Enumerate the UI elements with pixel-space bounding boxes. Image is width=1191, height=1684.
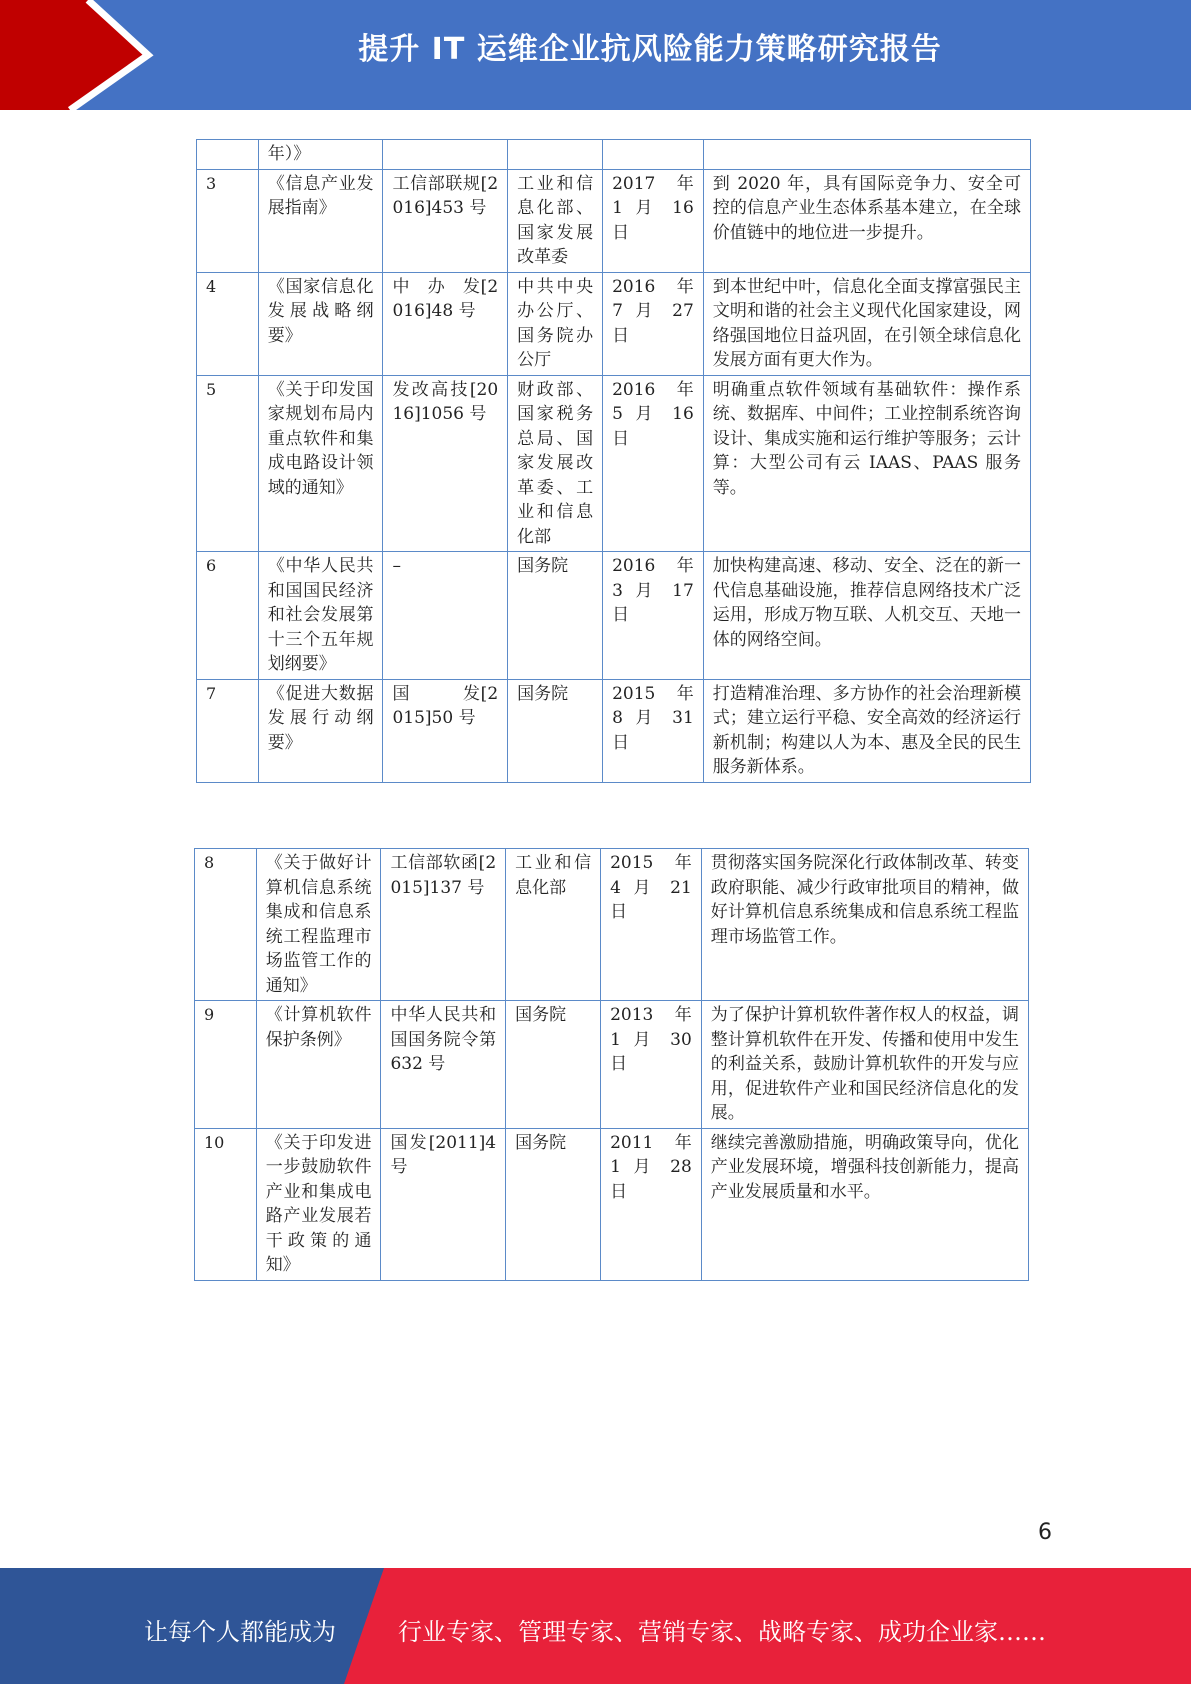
issuing-body: 国务院: [508, 552, 603, 680]
document-number: 中 办 发[2016]48 号: [383, 272, 508, 375]
table-cell: [383, 140, 508, 170]
policy-name: 《信息产业发展指南》: [258, 169, 383, 272]
row-number: 7: [197, 679, 259, 782]
policy-name: 《计算机软件保护条例》: [256, 1001, 381, 1129]
issue-date: 2016 年 7 月 27 日: [603, 272, 704, 375]
table-row: [197, 169, 1031, 272]
policy-summary: 贯彻落实国务院深化行政体制改革、转变政府职能、减少行政审批项目的精神，做好计算机信息系统集成和信息系统工程监理市场监管工作。: [701, 849, 1028, 1001]
issuing-body: 国务院: [506, 1001, 601, 1129]
row-number: 9: [195, 1001, 257, 1129]
document-number: –: [383, 552, 508, 680]
issue-date: 2013 年 1 月 30 日: [601, 1001, 702, 1129]
issue-date: 2015 年 4 月 21 日: [601, 849, 702, 1001]
row-number: 3: [197, 169, 259, 272]
table-cell: [197, 140, 259, 170]
issue-date: 2016 年 3 月 17 日: [603, 552, 704, 680]
issuing-body: 中共中央办公厅、国务院办公厅: [508, 272, 603, 375]
report-title: 提升 IT 运维企业抗风险能力策略研究报告: [358, 32, 942, 67]
row-number: 10: [195, 1128, 257, 1280]
row-number: 5: [197, 375, 259, 552]
issue-date: 2015 年 8 月 31 日: [603, 679, 704, 782]
table-cell: 年）》: [258, 140, 383, 170]
document-number: 中华人民共和国国务院令第 632 号: [381, 1001, 506, 1129]
policy-summary: 打造精准治理、多方协作的社会治理新模式；建立运行平稳、安全高效的经济运行新机制；构建以人为本、惠及全民的民生服务新体系。: [703, 679, 1030, 782]
table-row-continuation: [197, 140, 1031, 170]
table-row: [197, 375, 1031, 552]
policy-name: 《关于印发进一步鼓励软件产业和集成电路产业发展若干政策的通知》: [256, 1128, 381, 1280]
footer-slogan-left: 让每个人都能成为: [144, 1618, 336, 1646]
document-number: 工信部软函[2015]137 号: [381, 849, 506, 1001]
table-cell: [703, 140, 1030, 170]
document-number: 国发[2011]4 号: [381, 1128, 506, 1280]
table-row: [197, 272, 1031, 375]
policy-name: 《促进大数据发展行动纲要》: [258, 679, 383, 782]
page-header: [0, 0, 1191, 110]
document-number: 工信部联规[2016]453 号: [383, 169, 508, 272]
policy-table-part-1: [196, 139, 1031, 783]
policy-name: 《关于印发国家规划布局内重点软件和集成电路设计领域的通知》: [258, 375, 383, 552]
issuing-body: 工业和信息化部、国家发展改革委: [508, 169, 603, 272]
issue-date: 2017 年 1 月 16 日: [603, 169, 704, 272]
issue-date: 2011 年 1 月 28 日: [601, 1128, 702, 1280]
policy-summary: 加快构建高速、移动、安全、泛在的新一代信息基础设施，推荐信息网络技术广泛运用，形成万物互联、人机交互、天地一体的网络空间。: [703, 552, 1030, 680]
table-row: [195, 849, 1029, 1001]
page-number: 6: [1038, 1520, 1052, 1545]
row-number: 4: [197, 272, 259, 375]
table-row: [197, 552, 1031, 680]
policy-name: 《国家信息化发展战略纲要》: [258, 272, 383, 375]
policy-name: 《关于做好计算机信息系统集成和信息系统工程监理市场监管工作的通知》: [256, 849, 381, 1001]
table-row: [195, 1128, 1029, 1280]
policy-summary: 到 2020 年，具有国际竞争力、安全可控的信息产业生态体系基本建立，在全球价值链中的地位进一步提升。: [703, 169, 1030, 272]
issue-date: 2016 年 5 月 16 日: [603, 375, 704, 552]
table-cell: [603, 140, 704, 170]
policy-summary: 继续完善激励措施，明确政策导向，优化产业发展环境，增强科技创新能力，提高产业发展质量和水平。: [701, 1128, 1028, 1280]
policy-summary: 到本世纪中叶，信息化全面支撑富强民主文明和谐的社会主义现代化国家建设，网络强国地位日益巩固，在引领全球信息化发展方面有更大作为。: [703, 272, 1030, 375]
row-number: 8: [195, 849, 257, 1001]
policy-table-part-2: [194, 848, 1029, 1281]
document-number: 国 发[2015]50 号: [383, 679, 508, 782]
document-number: 发改高技[2016]1056 号: [383, 375, 508, 552]
footer-slogan-right: 行业专家、管理专家、营销专家、战略专家、成功企业家……: [398, 1618, 1046, 1646]
page-footer: [0, 1568, 1191, 1684]
issuing-body: 财政部、国家税务总局、国家发展改革委、工业和信息化部: [508, 375, 603, 552]
table-row: [195, 1001, 1029, 1129]
policy-summary: 明确重点软件领域有基础软件：操作系统、数据库、中间件；工业控制系统咨询设计、集成实施和运行维护等服务；云计算：大型公司有云 IAAS、PAAS 服务等。: [703, 375, 1030, 552]
policy-summary: 为了保护计算机软件著作权人的权益，调整计算机软件在开发、传播和使用中发生的利益关系，鼓励计算机软件的开发与应用，促进软件产业和国民经济信息化的发展。: [701, 1001, 1028, 1129]
issuing-body: 国务院: [508, 679, 603, 782]
issuing-body: 国务院: [506, 1128, 601, 1280]
table-cell: [508, 140, 603, 170]
policy-name: 《中华人民共和国国民经济和社会发展第十三个五年规划纲要》: [258, 552, 383, 680]
issuing-body: 工业和信息化部: [506, 849, 601, 1001]
row-number: 6: [197, 552, 259, 680]
table-row: [197, 679, 1031, 782]
